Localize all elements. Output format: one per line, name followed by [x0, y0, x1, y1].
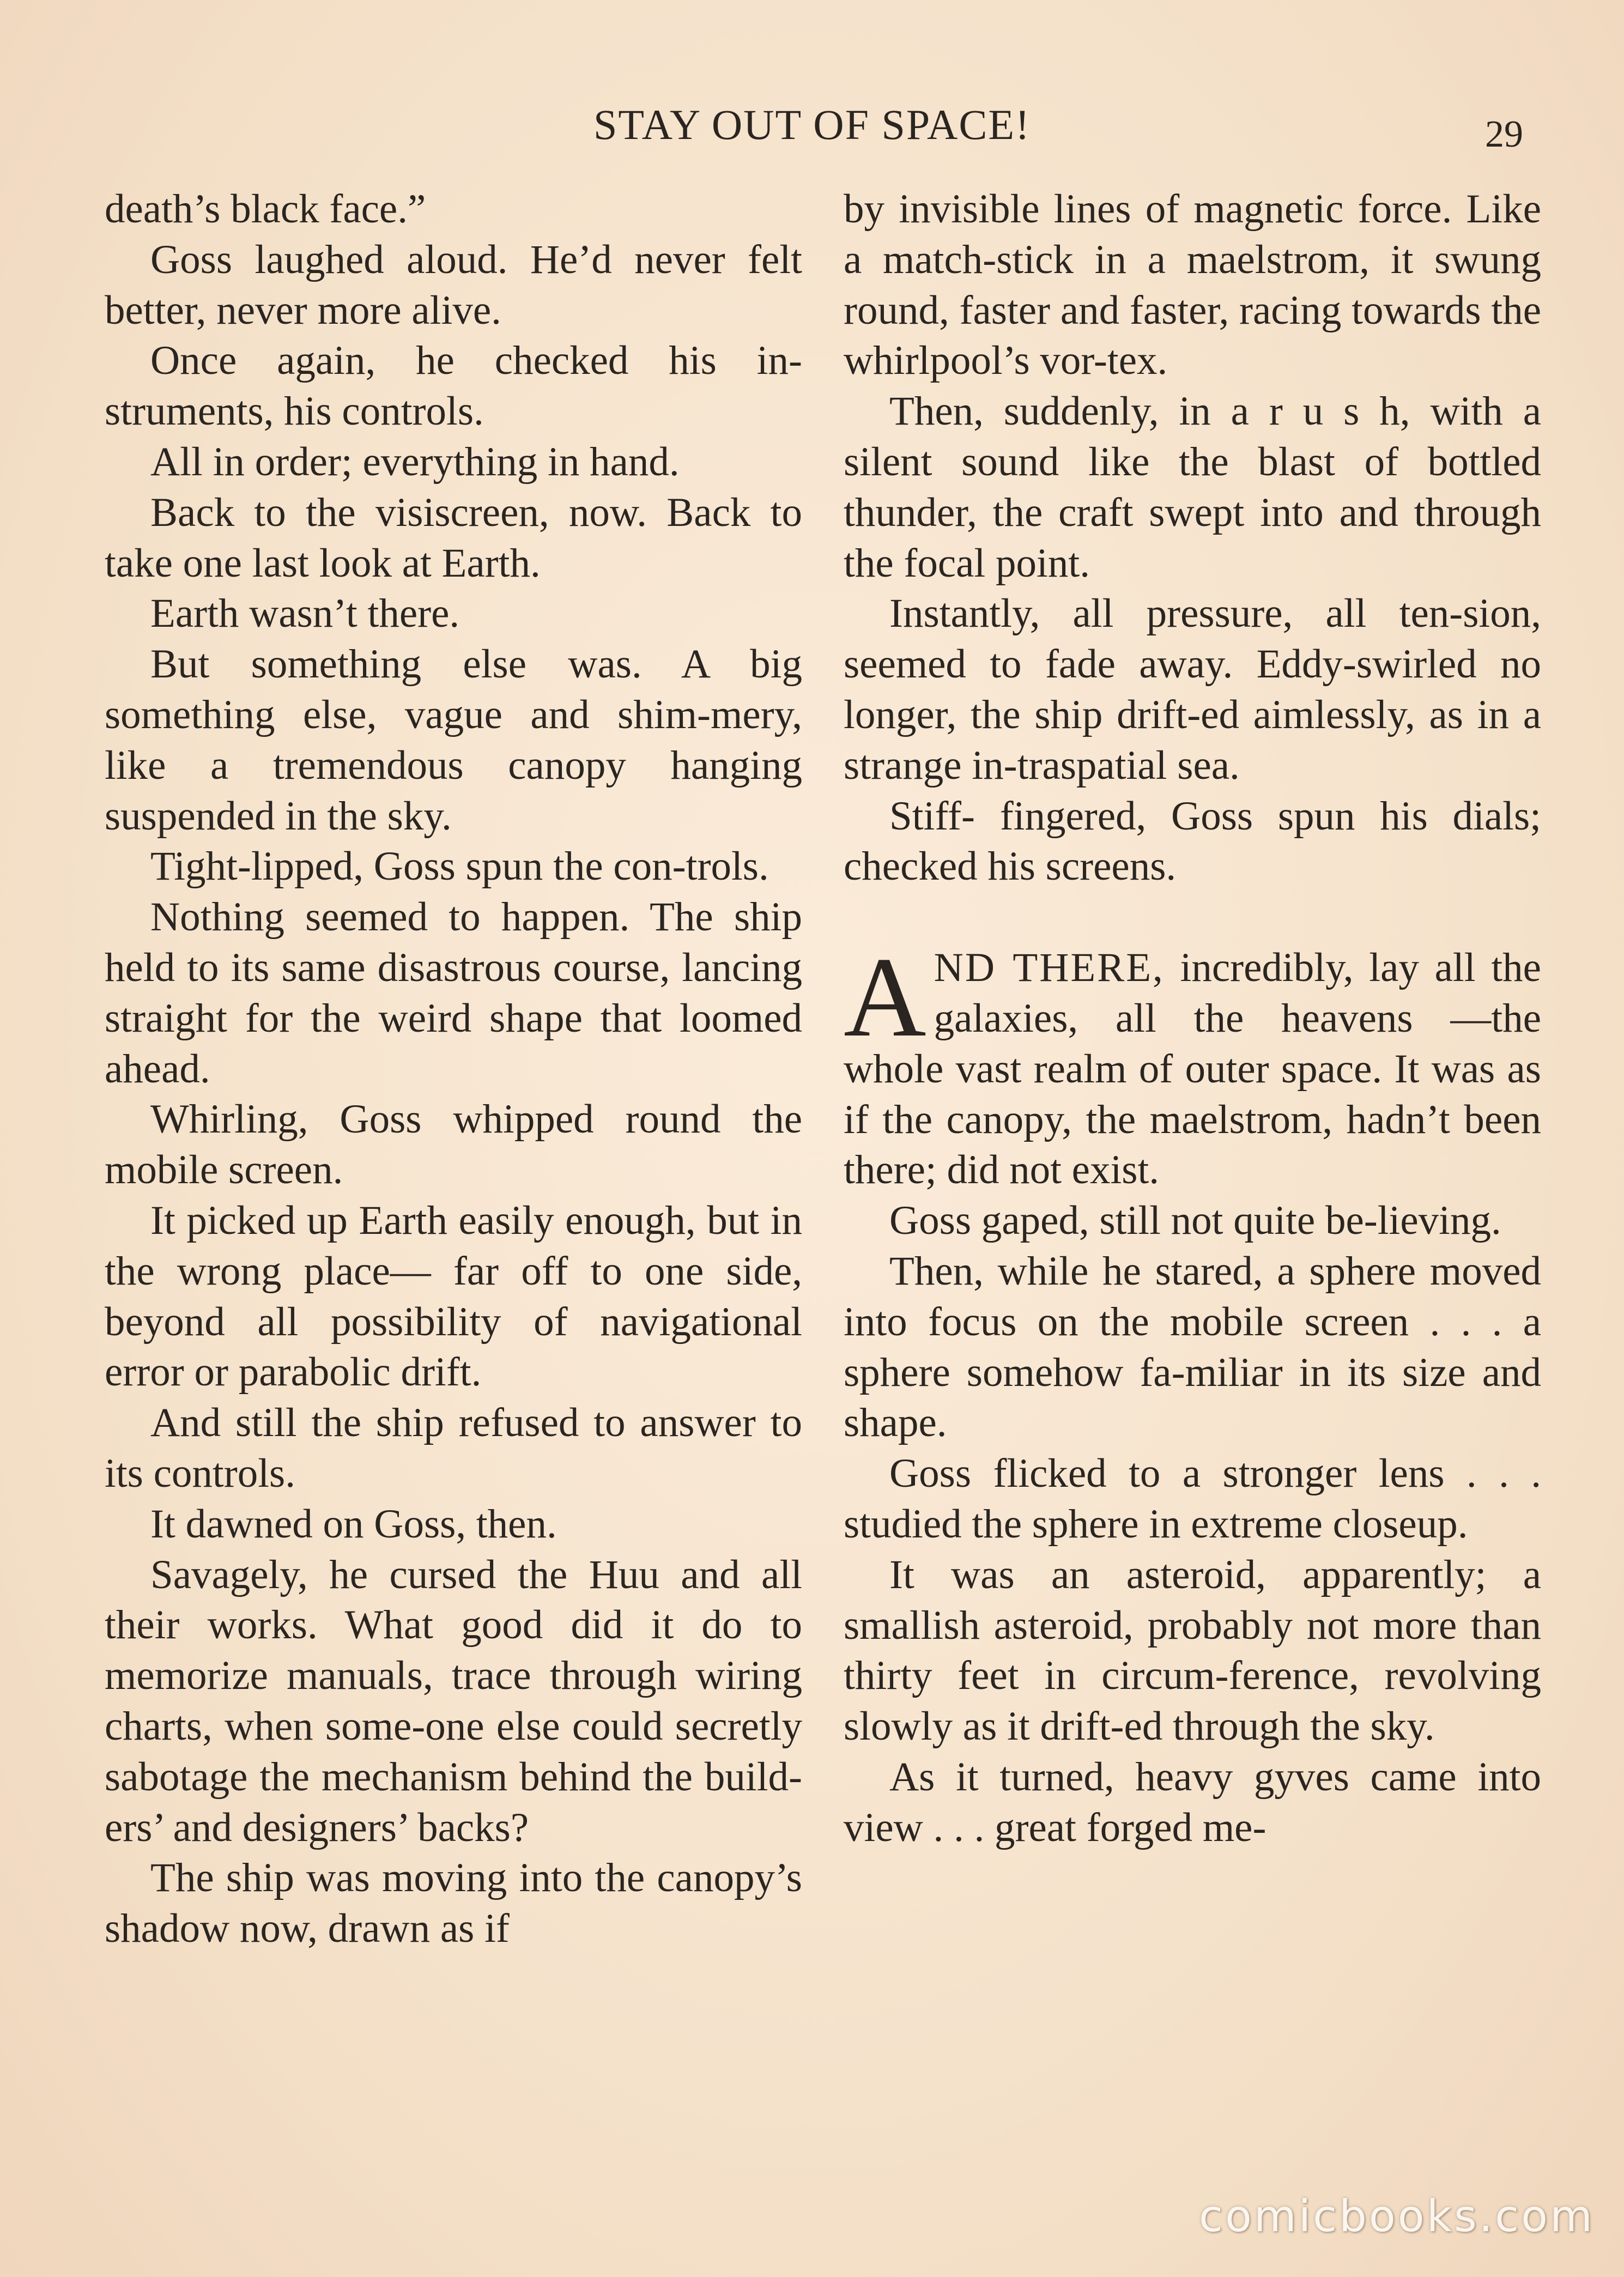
- paragraph: Then, while he stared, a sphere moved into focus on the mobile screen . . . a sphere somehow fa-miliar in its size and shape.: [844, 1248, 1541, 1446]
- paragraph: death’s black face.”: [105, 186, 426, 232]
- paragraph: Savagely, he cursed the Huu and all their works. What good did it do to memorize manuals, trace through wiring charts, when some-one else could secretly sabotage the mechanism behind the build-ers’ and designers’ backs?: [105, 1552, 802, 1850]
- paragraph: Earth wasn’t there.: [150, 591, 460, 637]
- section-lead: ND THERE,: [934, 945, 1165, 991]
- page-number: 29: [1485, 113, 1523, 155]
- right-column: [844, 184, 1541, 1854]
- paragraph: by invisible lines of magnetic force. Like a match-stick in a maelstrom, it swung round, faster and faster, racing towards the whirlpool’s vor-tex.: [844, 186, 1541, 384]
- running-title: STAY OUT OF SPACE!: [593, 101, 1031, 148]
- paragraph: Goss laughed aloud. He’d never felt better, never more alive.: [105, 237, 802, 333]
- paragraph: The ship was moving into the canopy’s shadow now, drawn as if: [105, 1855, 802, 1952]
- paragraph: And still the ship refused to answer to its controls.: [105, 1400, 802, 1496]
- paragraph: Nothing seemed to happen. The ship held to its same disastrous course, lancing straight for the weird shape that loomed ahead.: [105, 894, 802, 1092]
- paragraph: But something else was. A big something else, vague and shim-mery, like a tremendous canopy hanging suspended in the sky.: [105, 641, 802, 839]
- paragraph: Goss gaped, still not quite be-lieving.: [889, 1198, 1501, 1244]
- paragraph: It was an asteroid, apparently; a smallish asteroid, probably not more than thirty feet in circum-ference, revolving slowly as it drift-ed through the sky.: [844, 1552, 1541, 1749]
- paragraph: Whirling, Goss whipped round the mobile screen.: [105, 1097, 802, 1193]
- paragraph: Back to the visiscreen, now. Back to take one last look at Earth.: [105, 489, 802, 586]
- paragraph: All in order; everything in hand.: [150, 439, 680, 485]
- section-text: incredibly, lay all the galaxies, all the heavens —the whole vast realm of outer space. It was as if the canopy, the maelstrom, hadn’t been there; did not exist.: [844, 945, 1541, 1193]
- paragraph: Tight-lipped, Goss spun the con-trols.: [150, 844, 769, 889]
- paragraph: Instantly, all pressure, all ten-sion, seemed to fade away. Eddy-swirled no longer, the ship drift-ed aimlessly, as in a strange in-traspatial sea.: [844, 591, 1541, 788]
- paragraph: As it turned, heavy gyves came into view . . . great forged me-: [844, 1754, 1541, 1850]
- section-opening-paragraph: [844, 934, 1541, 1196]
- paragraph: Stiff- fingered, Goss spun his dials; checked his screens.: [844, 793, 1541, 889]
- paragraph: Then, suddenly, in a r u s h, with a silent sound like the blast of bottled thunder, the craft swept into and through the focal point.: [844, 389, 1541, 586]
- watermark: comicbooks.com: [1199, 2191, 1595, 2242]
- left-column: [105, 184, 802, 1954]
- paragraph: It dawned on Goss, then.: [150, 1501, 557, 1547]
- paragraph: It picked up Earth easily enough, but in the wrong place— far off to one side, beyond all possibility of navigational error or parabolic drift.: [105, 1197, 802, 1395]
- paragraph: Goss flicked to a stronger lens . . . studied the sphere in extreme closeup.: [844, 1451, 1541, 1547]
- drop-cap: A: [844, 934, 926, 1061]
- paragraph: Once again, he checked his in-struments, his controls.: [105, 338, 802, 434]
